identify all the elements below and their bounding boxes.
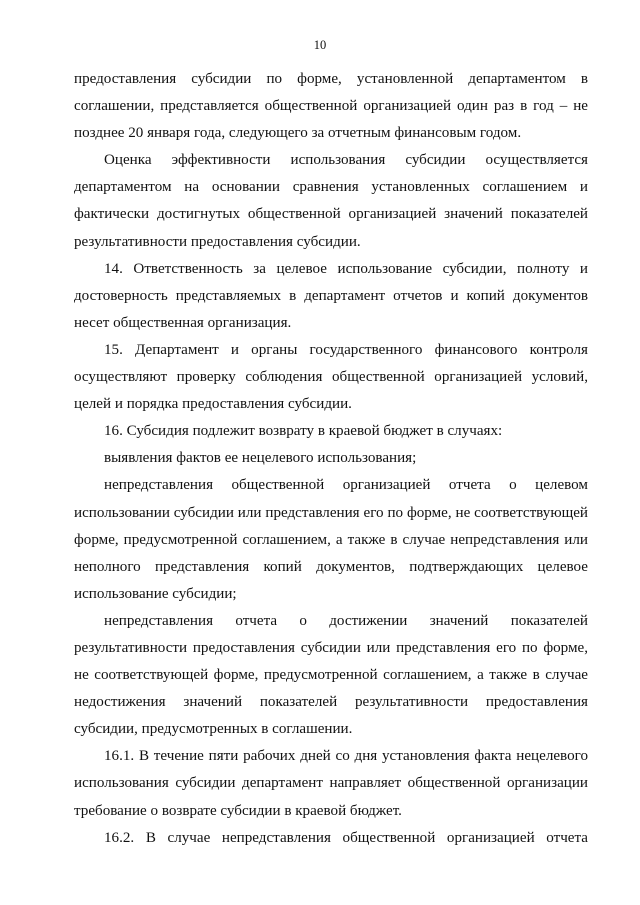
paragraph-16-2: 16.2. В случае непредставления общественной организацией отчета (104, 829, 588, 846)
paragraph-14: 14. Ответственность за целевое использование субсидии, полноту и достоверность представляемых в департамент отчетов и копий документов несет общественная организация. (74, 260, 588, 331)
document-body (74, 66, 588, 852)
paragraph-evaluation: Оценка эффективности использования субсидии осуществляется департаментом на основании сравнения установленных соглашением и фактически достигнутых общественной организацией значений показателей результативности предоставления субсидии. (74, 152, 588, 250)
page-number: 10 (313, 38, 327, 52)
paragraph-16: 16. Субсидия подлежит возврату в краевой бюджет в случаях: (104, 423, 503, 440)
paragraph-15: 15. Департамент и органы государственного финансового контроля осуществляют проверку соблюдения общественной организацией условий, целей и порядка предоставления субсидии. (74, 341, 588, 413)
paragraph-continuation: предоставления субсидии по форме, установленной департаментом в соглашении, представляется общественной организацией один раз в год – не позднее 20 января года, следующего за отчетным финансовым годом. (74, 71, 588, 142)
paragraph-16-case-2: непредставления общественной организацией отчета о целевом использовании субсидии или представления его по форме, не соответствующей форме, предусмотренной соглашением, а также в случае непредставления или неполного представления копий документов, подтверждающих целевое использование субсидии; (74, 477, 588, 602)
paragraph-16-case-1: выявления фактов ее нецелевого использования; (104, 450, 417, 467)
paragraph-16-case-3: непредставления отчета о достижении значений показателей результативности предоставления субсидии или представления его по форме, не соответствующей форме, предусмотренной соглашением, а также в случае недостижения значений показателей результативности предоставления субсидии, предусмотренных в соглашении. (74, 612, 588, 738)
paragraph-16-1: 16.1. В течение пяти рабочих дней со дня установления факта нецелевого использования субсидии департамент направляет общественной организации требование о возврате субсидии в краевой бюджет. (74, 748, 588, 819)
